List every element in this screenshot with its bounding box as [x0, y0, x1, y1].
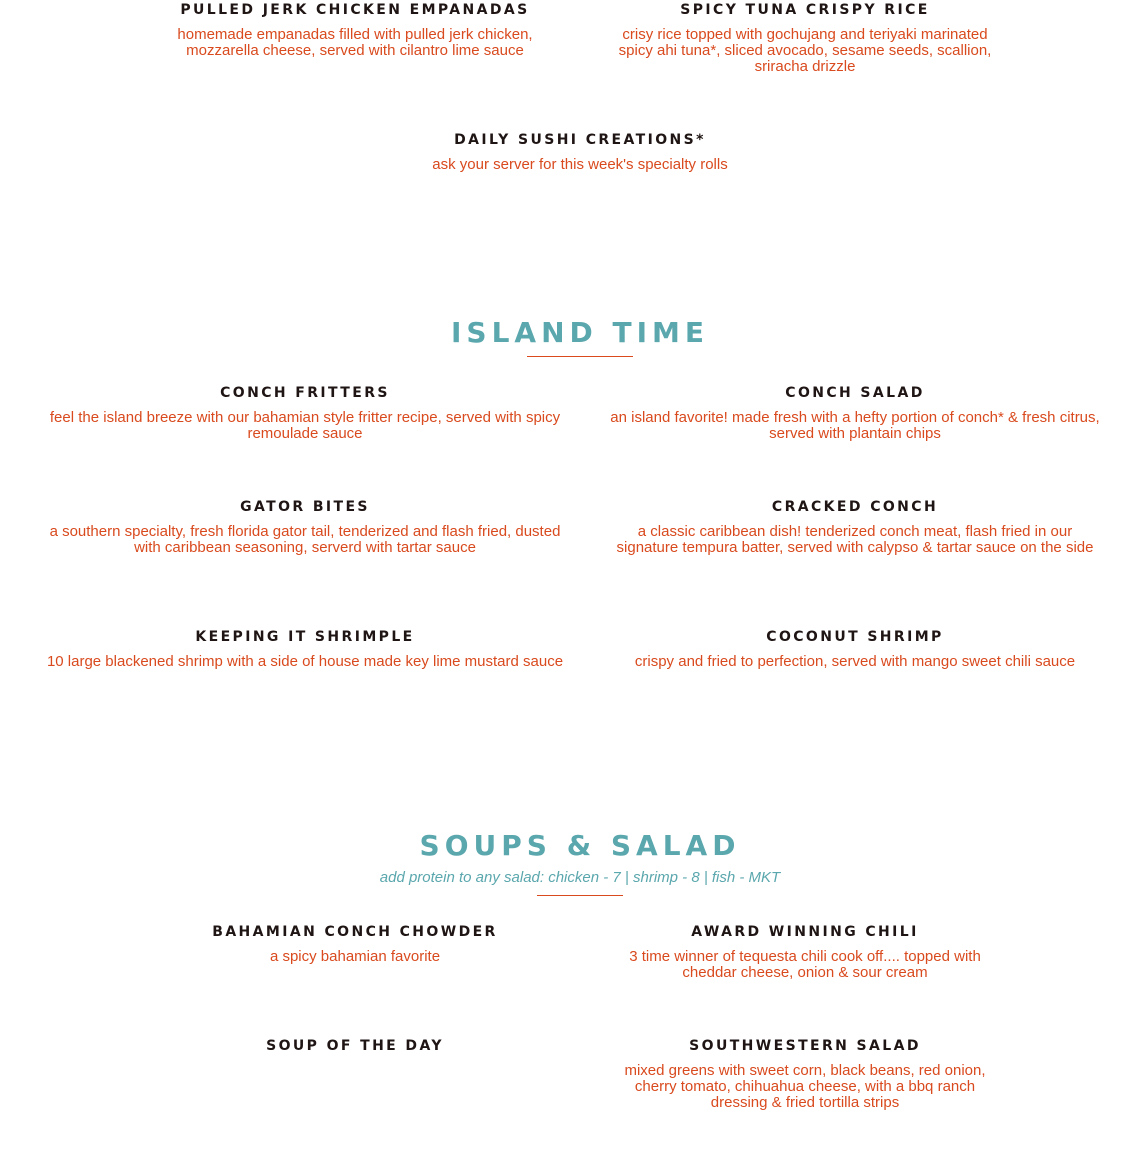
section-subtitle: add protein to any salad: chicken - 7 | shrimp - 8 | fish - MKT — [379, 869, 781, 886]
menu-item-description: crisy rice topped with gochujang and teriyaki marinated spicy ahi tuna*, sliced avocado, sesame seeds, scallion, sriracha drizzle — [618, 26, 992, 75]
menu-item-title: COCONUT SHRIMP — [766, 629, 944, 645]
menu-item-description: crispy and fried to perfection, served with mango sweet chili sauce — [634, 653, 1076, 670]
section-title-island-time: ISLAND TIME — [450, 316, 710, 349]
menu-item — [45, 628, 565, 670]
menu-item-title: DAILY SUSHI CREATIONS* — [454, 132, 706, 148]
menu-item-description: homemade empanadas filled with pulled jerk chicken, mozzarella cheese, served with cilantro lime sauce — [177, 26, 533, 59]
menu-item-description: 3 time winner of tequesta chili cook off.... topped with cheddar cheese, onion & sour cream — [629, 948, 981, 981]
menu-item-title: SOUTHWESTERN SALAD — [689, 1038, 921, 1054]
menu-item-title: CRACKED CONCH — [771, 499, 939, 515]
menu-item — [605, 923, 1005, 981]
menu-item-title: CONCH SALAD — [785, 385, 925, 401]
menu-item-title: CONCH FRITTERS — [220, 385, 390, 401]
menu-item — [605, 384, 1105, 442]
menu-item-description: a classic caribbean dish! tenderized conch meat, flash fried in our signature tempura batter, served with calypso & tartar sauce on the side — [616, 523, 1094, 556]
menu-item-title: AWARD WINNING CHILI — [691, 924, 919, 940]
menu-item — [45, 498, 565, 556]
section-title-soups-salad: SOUPS & SALAD — [419, 829, 741, 862]
menu-item-description: feel the island breeze with our bahamian style fritter recipe, served with spicy remoulade sauce — [49, 409, 561, 442]
menu-item — [155, 923, 555, 965]
menu-item-description: mixed greens with sweet corn, black beans, red onion, cherry tomato, chihuahua cheese, with a bbq ranch dressing & fried tortilla strips — [624, 1062, 986, 1111]
menu-item — [45, 384, 565, 442]
menu-item — [155, 1, 555, 59]
menu-item-title: PULLED JERK CHICKEN EMPANADAS — [180, 2, 530, 18]
menu-item-description: an island favorite! made fresh with a hefty portion of conch* & fresh citrus, served with plantain chips — [610, 409, 1100, 442]
menu-item-title: SPICY TUNA CRISPY RICE — [680, 2, 930, 18]
menu-item — [155, 1037, 555, 1063]
menu-item-title: BAHAMIAN CONCH CHOWDER — [212, 924, 498, 940]
menu-item — [605, 1, 1005, 75]
menu-item-description: a southern specialty, fresh florida gator tail, tenderized and flash fried, dusted with caribbean seasoning, serverd with tartar sauce — [49, 523, 561, 556]
menu-item-description: a spicy bahamian favorite — [269, 948, 441, 965]
section-divider — [527, 356, 633, 357]
menu-item-title: SOUP OF THE DAY — [266, 1038, 444, 1054]
section-divider — [537, 895, 623, 896]
menu-item-title: KEEPING IT SHRIMPLE — [195, 629, 415, 645]
menu-item — [605, 628, 1105, 670]
menu-item — [605, 1037, 1005, 1111]
menu-item-title: GATOR BITES — [240, 499, 370, 515]
menu-item-description: ask your server for this week's specialty rolls — [432, 156, 728, 173]
menu-item — [605, 498, 1105, 556]
menu-item — [330, 131, 830, 173]
menu-item-description: 10 large blackened shrimp with a side of house made key lime mustard sauce — [46, 653, 564, 670]
